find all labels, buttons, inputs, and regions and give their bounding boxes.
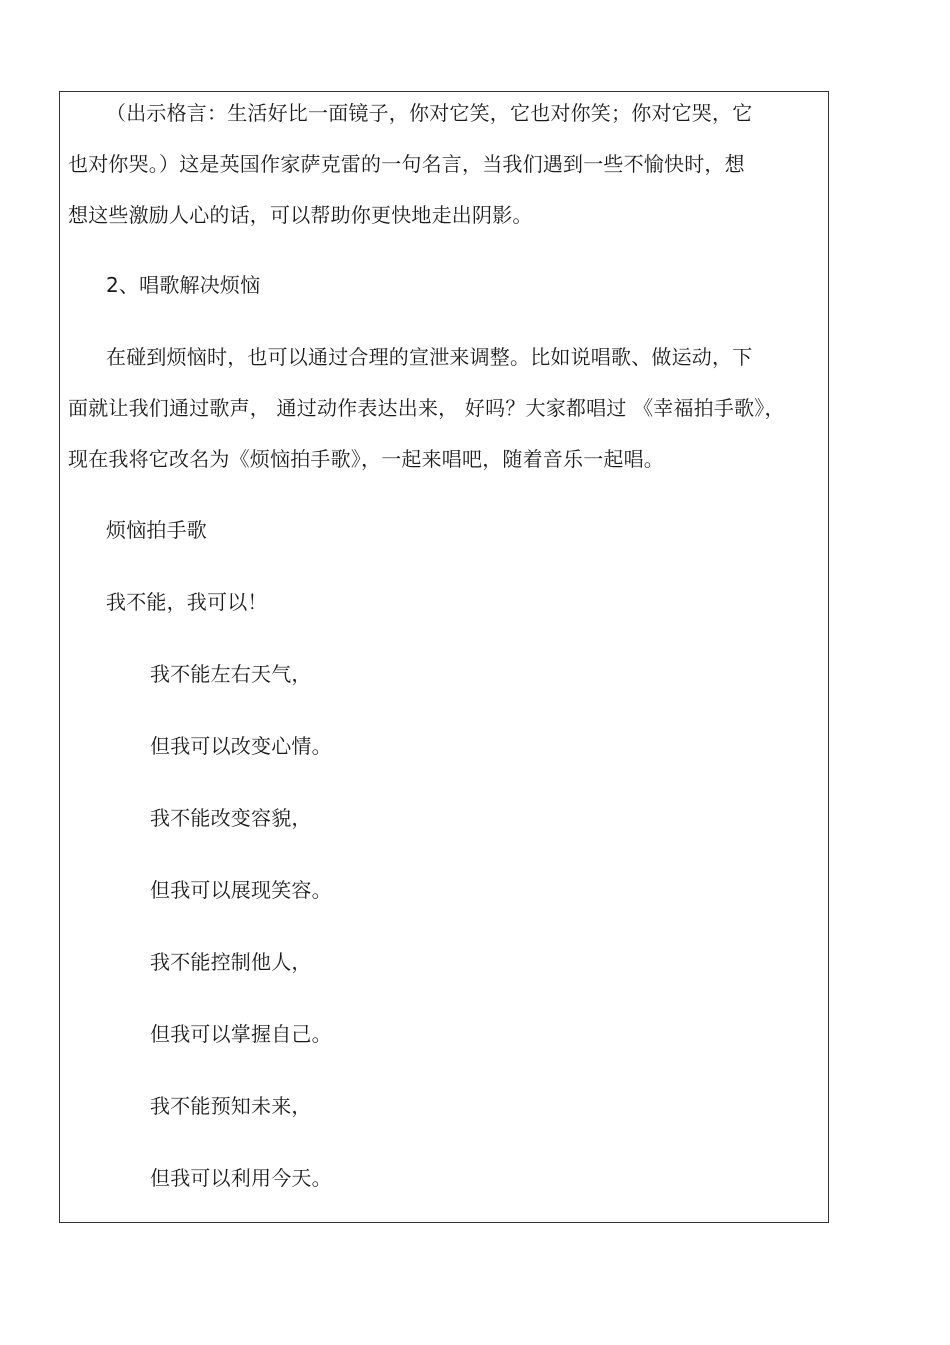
song-line: 但我可以掌握自己。 [150,1022,332,1046]
paragraph-2-line-1: 在碰到烦恼时，也可以通过合理的宣泄来调整。比如说唱歌、做运动，下 [106,345,753,369]
paragraph-2-line-3: 现在我将它改名为《烦恼拍手歌》，一起来唱吧，随着音乐一起唱。 [68,447,664,471]
song-line: 但我可以利用今天。 [150,1166,332,1190]
paragraph-1-line-3: 想这些激励人心的话，可以帮助你更快地走出阴影。 [68,203,533,227]
song-line: 我不能左右天气， [150,662,312,686]
paragraph-1-line-2: 也对你哭。）这是英国作家萨克雷的一句名言，当我们遇到一些不愉快时，想 [68,152,745,176]
song-line: 但我可以改变心情。 [150,734,332,758]
song-title: 烦恼拍手歌 [106,518,207,542]
song-line: 但我可以展现笑容。 [150,878,332,902]
section-heading: 2、唱歌解决烦恼 [106,273,261,297]
document-frame [59,91,829,1223]
paragraph-1-line-1: （出示格言：生活好比一面镜子，你对它笑，它也对你笑；你对它哭，它 [106,101,753,125]
song-line: 我不能预知未来， [150,1094,312,1118]
song-line: 我不能改变容貌， [150,806,312,830]
song-subtitle: 我不能，我可以！ [106,590,268,614]
paragraph-2-line-2: 面就让我们通过歌声， 通过动作表达出来， 好吗？大家都唱过 《幸福拍手歌》， [68,396,785,420]
song-line: 我不能控制他人， [150,950,312,974]
